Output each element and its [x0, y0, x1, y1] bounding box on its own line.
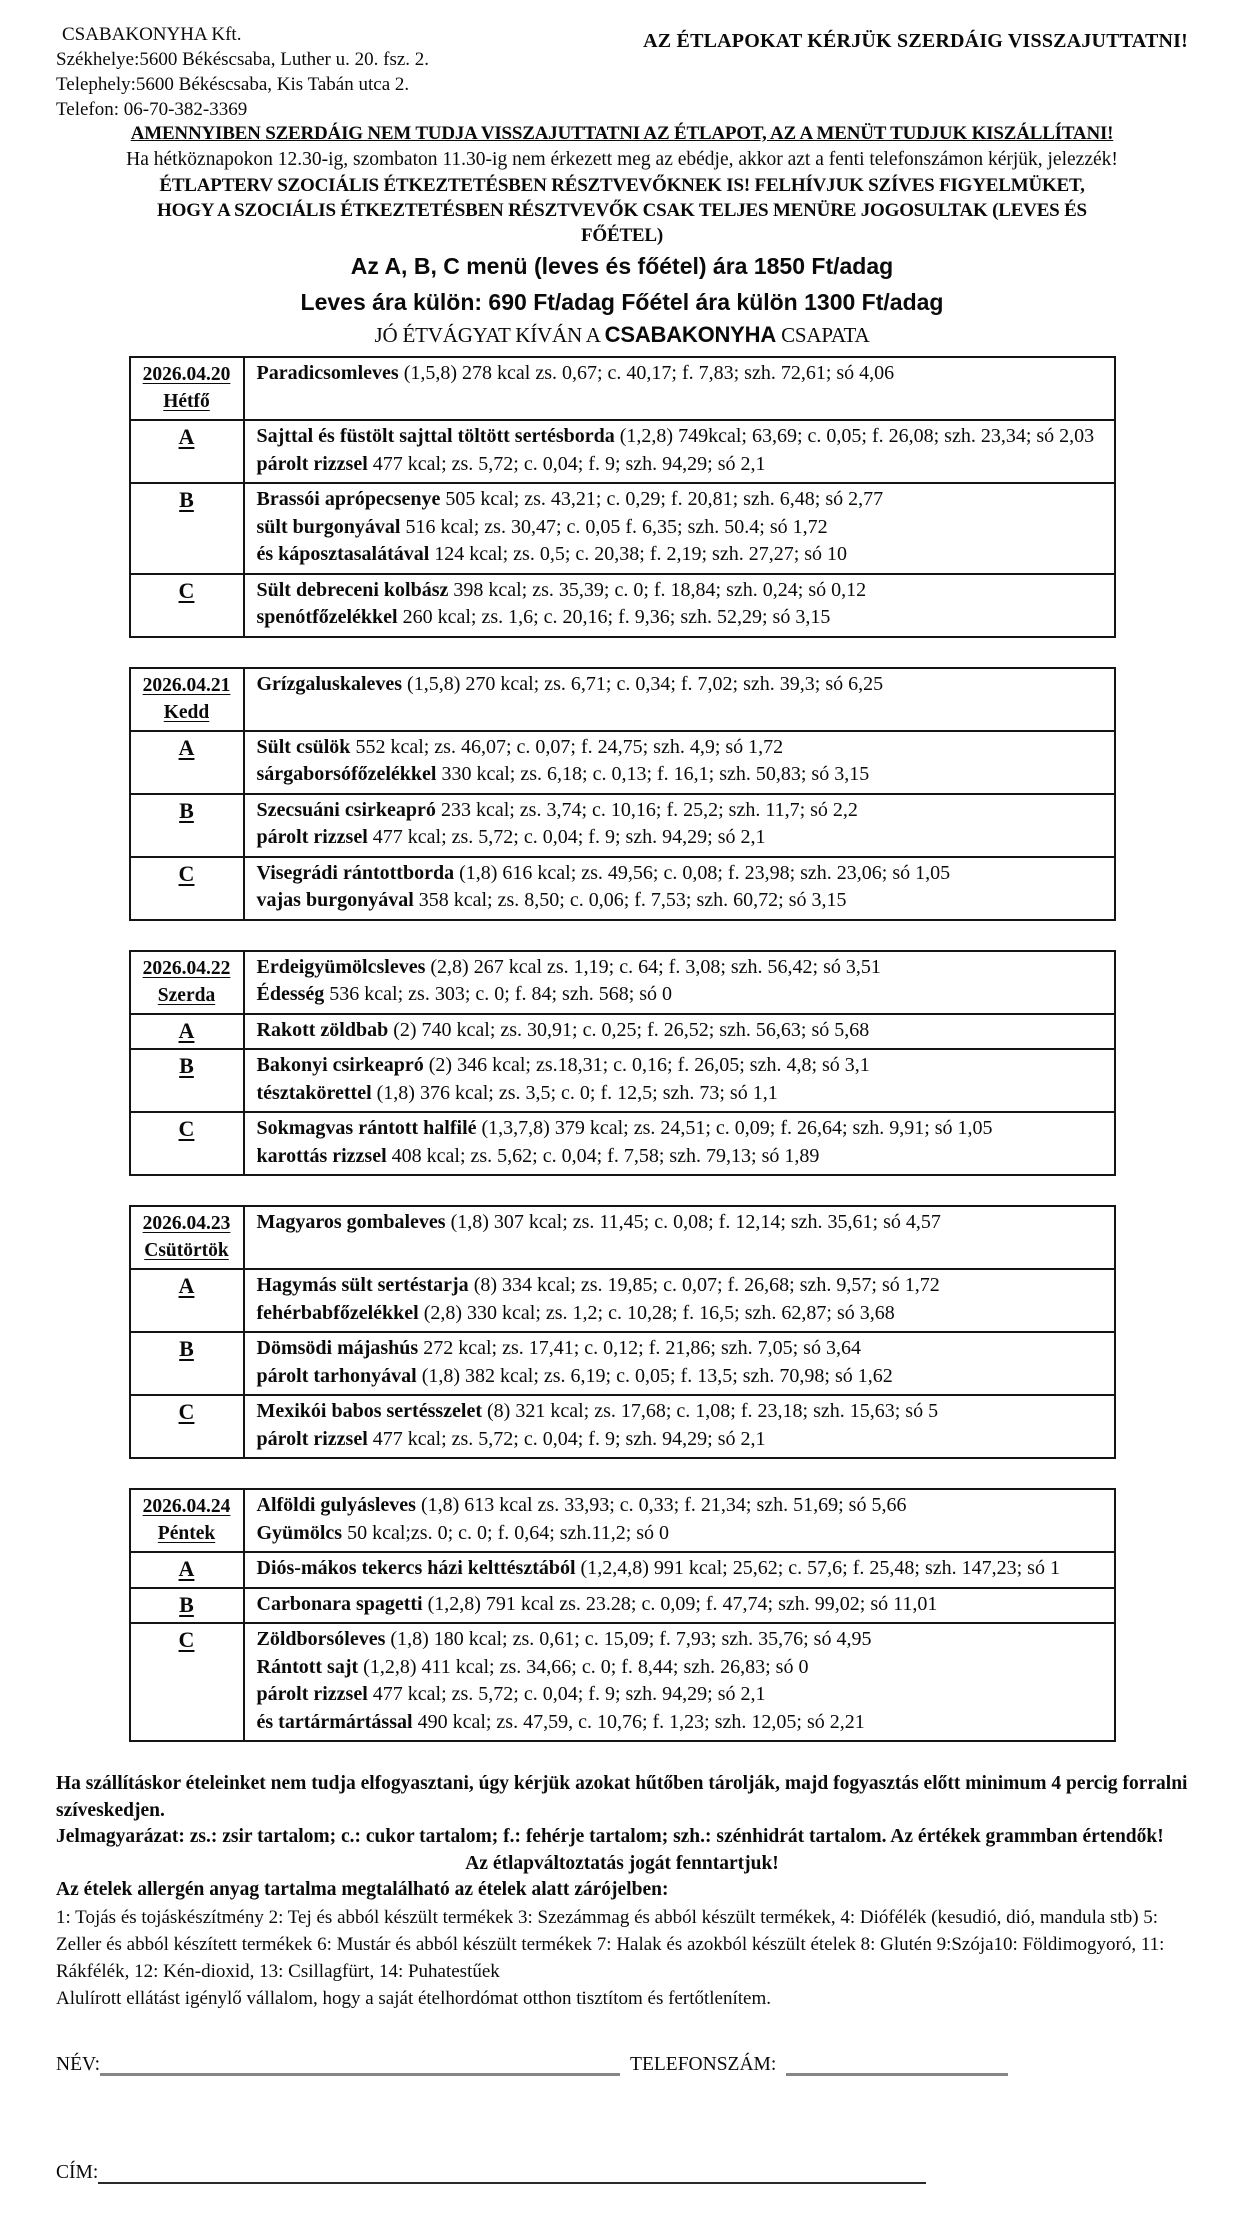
dish-line: [257, 671, 1106, 699]
dish-line: [257, 1555, 1106, 1583]
dish-cell: [244, 1269, 1115, 1332]
menu-letter-cell: [130, 574, 244, 637]
dish-cell: [244, 1395, 1115, 1458]
menu-letter-cell: [130, 1269, 244, 1332]
menu-option-row: [130, 420, 1115, 483]
dish-nutrition: 50 kcal;zs. 0; c. 0; f. 0,64; szh.11,2; só 0: [342, 1521, 670, 1544]
dish-name: Szecsuáni csirkeapró: [256, 798, 436, 821]
dish-line: [257, 860, 1106, 888]
dish-cell: [244, 857, 1115, 920]
dish-line: [257, 1363, 1106, 1391]
menu-letter-cell: [130, 731, 244, 794]
dish-name: Paradicsomleves: [256, 362, 399, 384]
dish-nutrition: (2) 740 kcal; zs. 30,91; c. 0,25; f. 26,52; szh. 56,63; só 5,68: [388, 1018, 870, 1041]
dish-cell: [244, 794, 1115, 857]
address-field[interactable]: [98, 2164, 926, 2184]
menu-option-row: [130, 731, 1115, 794]
deadline-notice: AMENNYIBEN SZERDÁIG NEM TUDJA VISSZAJUTTATNI AZ ÉTLAPOT, AZ A MENÜT TUDJUK KISZÁLLÍTANI!: [130, 123, 1114, 144]
day-menu-table: [129, 667, 1116, 921]
social-notice-line-1: ÉTLAPTERV SZOCIÁLIS ÉTKEZTETÉSBEN RÉSZTVEVŐKNEK IS! FELHÍVJUK SZÍVES FIGYELMÜKET,: [159, 175, 1085, 196]
menu-letter-cell: [130, 1332, 244, 1395]
dish-line: [257, 1681, 1106, 1709]
menu-letter: B: [179, 1591, 194, 1617]
menu-option-row: [130, 574, 1115, 637]
menu-letter-cell: [130, 1552, 244, 1588]
menu-option-row: [130, 1112, 1115, 1175]
day-menu-table: [129, 1205, 1116, 1459]
menu-letter: B: [179, 1053, 194, 1078]
date-label: 2026.04.22: [142, 957, 231, 979]
dish-nutrition: 477 kcal; zs. 5,72; c. 0,04; f. 9; szh. 94,29; só 2,1: [367, 826, 766, 848]
menu-letter: C: [178, 1116, 195, 1141]
dish-line: [257, 1143, 1106, 1171]
dish-nutrition: (2) 346 kcal; zs.18,31; c. 0,16; f. 26,05; szh. 4,8; só 3,1: [423, 1054, 870, 1076]
menu-option-row: [130, 1332, 1115, 1395]
dish-line: [257, 451, 1106, 479]
menu-letter: A: [178, 1017, 195, 1043]
dish-nutrition: 505 kcal; zs. 43,21; c. 0,29; f. 20,81; szh. 6,48; só 2,77: [440, 488, 884, 510]
dish-line: [257, 1492, 1106, 1520]
declaration: Alulírott ellátást igénylő vállalom, hogy a saját ételhordómat otthon tisztítom és fertőtlenítem.: [56, 1987, 771, 2009]
dish-line: [257, 981, 1106, 1009]
allergen-list: 1: Tojás és tojáskészítmény 2: Tej és abból készült termékek 3: Szezámmag és abból készült termékek, 4: Diófélék (kesudió, dió, mandula stb) 5: Zeller és abból készített termékek 6: Mustár és abból készült termékek 7: Halak és azokból készült ételek 8: Glutén 9:Szója10: Földimogyoró, 11: Rákfélék, 12: Kén-dioxid, 13: Csillagfürt, 14: Puhatestűek: [56, 1906, 1165, 1982]
soup-cell: [244, 1206, 1115, 1269]
dish-nutrition: (1,2,4,8) 991 kcal; 25,62; c. 57,6; f. 25,48; szh. 147,23; só 1: [575, 1557, 1060, 1579]
name-phone-row: [56, 2054, 1188, 2076]
date-cell: [130, 1206, 244, 1269]
date-row: [130, 1489, 1115, 1552]
dish-line: [257, 423, 1106, 451]
dish-nutrition: 358 kcal; zs. 8,50; c. 0,06; f. 7,53; szh. 60,72; só 3,15: [413, 889, 847, 911]
dish-name: Rakott zöldbab: [256, 1018, 389, 1041]
dish-line: [257, 1654, 1106, 1682]
dish-cell: [244, 731, 1115, 794]
date-cell: [130, 951, 244, 1014]
menu-letter-cell: [130, 1588, 244, 1624]
dish-line: [257, 1709, 1106, 1737]
dish-name: spenótfőzelékkel: [256, 606, 398, 628]
dish-line: [257, 824, 1106, 852]
dish-nutrition: (8) 334 kcal; zs. 19,85; c. 0,07; f. 26,68; szh. 9,57; só 1,72: [468, 1274, 940, 1296]
menu-letter: B: [179, 1336, 194, 1361]
dish-line: [257, 486, 1106, 514]
dish-name: Erdeigyümölcsleves: [256, 955, 426, 978]
dish-name: tésztakörettel: [256, 1081, 372, 1104]
dish-line: [257, 1626, 1106, 1654]
dish-nutrition: 516 kcal; zs. 30,47; c. 0,05 f. 6,35; szh. 50.4; só 1,72: [400, 515, 828, 538]
dish-line: [257, 797, 1106, 825]
dish-nutrition: 260 kcal; zs. 1,6; c. 20,16; f. 9,36; szh. 52,29; só 3,15: [397, 606, 831, 628]
dish-name: Sajttal és füstölt sajttal töltött sertésborda: [256, 425, 615, 447]
separate-price-line: Leves ára külön: 690 Ft/adag Főétel ára külön 1300 Ft/adag: [300, 289, 944, 315]
dish-line: [257, 1272, 1106, 1300]
dish-cell: [244, 1049, 1115, 1112]
company-address-1: Székhelye:5600 Békéscsaba, Luther u. 20. fsz. 2.: [56, 49, 430, 70]
dish-nutrition: 477 kcal; zs. 5,72; c. 0,04; f. 9; szh. 94,29; só 2,1: [367, 452, 766, 475]
dish-nutrition: (1,5,8) 270 kcal; zs. 6,71; c. 0,34; f. 7,02; szh. 39,3; só 6,25: [402, 672, 884, 695]
menu-letter-cell: [130, 1112, 244, 1175]
dish-name: Magyaros gombaleves: [256, 1211, 446, 1233]
day-label: Kedd: [163, 701, 210, 723]
company-info: [56, 22, 429, 122]
dish-nutrition: (1,2,8) 791 kcal zs. 23.28; c. 0,09; f. 47,74; szh. 99,02; só 11,01: [422, 1592, 938, 1615]
company-name: CSABAKONYHA Kft.: [62, 24, 242, 45]
dish-name: Visegrádi rántottborda: [256, 861, 455, 884]
dish-nutrition: 398 kcal; zs. 35,39; c. 0; f. 18,84; szh. 0,24; só 0,12: [448, 578, 867, 601]
social-notice-line-3: FŐÉTEL): [580, 225, 663, 246]
storage-notice: Ha szállításkor ételeinket nem tudja elfogyasztani, úgy kérjük azokat hűtőben tárolják, majd fogyasztás előtt minimum 4 percig forralni szíveskedjen.: [56, 1773, 1188, 1821]
day-label: Szerda: [157, 984, 216, 1006]
date-cell-inner: [131, 1209, 243, 1264]
name-field[interactable]: [100, 2056, 620, 2076]
dish-line: [257, 1335, 1106, 1363]
menu-letter-cell: [130, 420, 244, 483]
date-label: 2026.04.21: [142, 674, 231, 696]
menu-letter-cell: [130, 1395, 244, 1458]
menu-letter: C: [178, 577, 195, 603]
menu-option-row: [130, 1552, 1115, 1588]
address-label: CÍM:: [56, 2161, 99, 2183]
dish-name: párolt tarhonyával: [256, 1364, 417, 1387]
dish-nutrition: (1,8) 613 kcal zs. 33,93; c. 0,33; f. 21,34; szh. 51,69; só 5,66: [415, 1494, 907, 1516]
dish-cell: [244, 1014, 1115, 1050]
day-menu-table: [129, 950, 1116, 1177]
dish-nutrition: 536 kcal; zs. 303; c. 0; f. 84; szh. 568; só 0: [324, 983, 673, 1005]
date-cell-inner: [131, 671, 243, 726]
date-row: [130, 668, 1115, 731]
dish-name: Sült csülök: [256, 735, 351, 758]
date-cell-inner: [131, 954, 243, 1009]
dish-line: [257, 577, 1106, 605]
dish-cell: [244, 1623, 1115, 1741]
dish-line: [257, 1398, 1106, 1426]
dish-name: Édesség: [256, 983, 325, 1005]
dish-cell: [244, 1588, 1115, 1624]
dish-line: [257, 734, 1106, 762]
date-cell-inner: [131, 360, 243, 415]
dish-line: [257, 1591, 1106, 1619]
dish-line: [257, 1426, 1106, 1454]
dish-name: Dömsödi májashús: [256, 1337, 419, 1359]
dish-line: [257, 604, 1106, 632]
dish-line: [257, 1017, 1106, 1045]
date-label: 2026.04.23: [142, 1213, 231, 1234]
dish-cell: [244, 483, 1115, 574]
dish-name: Diós-mákos tekercs házi kelttésztából: [256, 1557, 576, 1579]
menu-letter-cell: [130, 794, 244, 857]
date-cell: [130, 357, 244, 420]
dish-name: Carbonara spagetti: [256, 1592, 423, 1615]
dish-name: Hagymás sült sertéstarja: [256, 1274, 469, 1296]
dish-name: vajas burgonyával: [256, 889, 414, 911]
allergen-intro: Az ételek allergén anyag tartalma megtalálható az ételek alatt zárójelben:: [56, 1879, 669, 1900]
dish-name: karottás rizzsel: [256, 1144, 387, 1167]
date-row: [130, 1206, 1115, 1269]
dish-name: sült burgonyával: [256, 515, 401, 538]
dish-name: párolt rizzsel: [256, 452, 368, 475]
dish-name: Sült debreceni kolbász: [256, 578, 449, 601]
dish-name: Bakonyi csirkeapró: [256, 1054, 424, 1076]
dish-name: párolt rizzsel: [256, 1683, 368, 1705]
date-label: 2026.04.20: [142, 364, 231, 385]
document-header: [56, 22, 1188, 122]
soup-cell: [244, 1489, 1115, 1552]
company-phone: Telefon: 06-70-382-3369: [56, 99, 248, 120]
change-notice: Az étlapváltoztatás jogát fenntartjuk!: [465, 1852, 779, 1874]
menu-option-row: [130, 857, 1115, 920]
menu-letter: A: [178, 1273, 195, 1298]
dish-name: Brassói aprópecsenye: [256, 488, 441, 510]
dish-nutrition: 272 kcal; zs. 17,41; c. 0,12; f. 21,86; szh. 7,05; só 3,64: [418, 1337, 861, 1359]
soup-cell: [244, 357, 1115, 420]
dish-nutrition: 552 kcal; zs. 46,07; c. 0,07; f. 24,75; szh. 4,9; só 1,72: [350, 735, 784, 758]
dish-name: párolt rizzsel: [256, 1427, 368, 1450]
date-cell: [130, 1489, 244, 1552]
dish-nutrition: 233 kcal; zs. 3,74; c. 10,16; f. 25,2; szh. 11,7; só 2,2: [435, 798, 858, 821]
dish-name: Alföldi gulyásleves: [256, 1494, 416, 1516]
address-row: [56, 2162, 1188, 2184]
phone-label: TELEFONSZÁM:: [630, 2053, 777, 2075]
dish-line: [257, 1052, 1106, 1080]
dish-line: [257, 541, 1106, 569]
dish-name: párolt rizzsel: [256, 826, 368, 848]
document-footer: [56, 1771, 1188, 2012]
dish-name: fehérbabfőzelékkel: [256, 1301, 419, 1324]
return-notice: AZ ÉTLAPOKAT KÉRJÜK SZERDÁIG VISSZAJUTTATNI!: [643, 30, 1188, 52]
dish-line: [257, 360, 1106, 388]
date-cell-inner: [131, 1492, 243, 1547]
menu-option-row: [130, 1623, 1115, 1741]
dish-line: [257, 1115, 1106, 1143]
dish-nutrition: 408 kcal; zs. 5,62; c. 0,04; f. 7,58; szh. 79,13; só 1,89: [386, 1144, 820, 1167]
dish-line: [257, 1080, 1106, 1108]
dish-name: és tartármártással: [256, 1710, 413, 1733]
dish-nutrition: (2,8) 267 kcal zs. 1,19; c. 64; f. 3,08; szh. 56,42; só 3,51: [425, 955, 881, 978]
dish-name: Gyümölcs: [256, 1521, 343, 1544]
dish-line: [257, 514, 1106, 542]
menu-letter-cell: [130, 1014, 244, 1050]
day-label: Hétfő: [163, 391, 210, 412]
menu-letter: B: [179, 797, 194, 823]
menu-option-row: [130, 483, 1115, 574]
menu-option-row: [130, 1395, 1115, 1458]
dish-nutrition: (1,8) 376 kcal; zs. 3,5; c. 0; f. 12,5; szh. 73; só 1,1: [371, 1081, 778, 1104]
menu-letter: B: [179, 487, 194, 512]
menu-letter-cell: [130, 1623, 244, 1741]
menu-letter: C: [178, 860, 195, 886]
dish-nutrition: (1,3,7,8) 379 kcal; zs. 24,51; c. 0,09; f. 26,64; szh. 9,91; só 1,05: [476, 1117, 993, 1139]
soup-cell: [244, 668, 1115, 731]
menu-letter: C: [178, 1627, 195, 1652]
menu-option-row: [130, 1269, 1115, 1332]
dish-line: [257, 1209, 1106, 1237]
dish-nutrition: 477 kcal; zs. 5,72; c. 0,04; f. 9; szh. 94,29; só 2,1: [367, 1683, 766, 1705]
dish-line: [257, 1520, 1106, 1548]
dish-line: [257, 954, 1106, 982]
dish-nutrition: 490 kcal; zs. 47,59, c. 10,76; f. 1,23; szh. 12,05; só 2,21: [412, 1710, 865, 1733]
dish-name: Rántott sajt: [256, 1655, 359, 1678]
menu-option-row: [130, 1014, 1115, 1050]
dish-cell: [244, 1112, 1115, 1175]
dish-nutrition: (1,2,8) 749kcal; 63,69; c. 0,05; f. 26,08; szh. 23,34; só 2,03: [614, 425, 1095, 447]
dish-nutrition: (1,8) 616 kcal; zs. 49,56; c. 0,08; f. 23,98; szh. 23,06; só 1,05: [454, 861, 951, 884]
dish-name: Zöldborsóleves: [256, 1628, 386, 1650]
menu-option-row: [130, 794, 1115, 857]
dish-name: Sokmagvas rántott halfilé: [256, 1117, 477, 1139]
menu-tables: [129, 356, 1116, 1742]
date-label: 2026.04.24: [142, 1496, 231, 1517]
menu-option-row: [130, 1588, 1115, 1624]
company-address-2: Telephely:5600 Békéscsaba, Kis Tabán utca 2.: [56, 74, 410, 95]
date-cell: [130, 668, 244, 731]
menu-option-row: [130, 1049, 1115, 1112]
dish-cell: [244, 1552, 1115, 1588]
dish-name: sárgaborsófőzelékkel: [256, 763, 437, 785]
dish-nutrition: 477 kcal; zs. 5,72; c. 0,04; f. 9; szh. 94,29; só 2,1: [367, 1427, 766, 1450]
dish-nutrition: (1,8) 180 kcal; zs. 0,61; c. 15,09; f. 7,93; szh. 35,76; só 4,95: [385, 1628, 872, 1650]
dish-nutrition: (8) 321 kcal; zs. 17,68; c. 1,08; f. 23,18; szh. 15,63; só 5: [482, 1400, 939, 1422]
menu-letter: C: [178, 1399, 195, 1424]
dish-line: [257, 1300, 1106, 1328]
menu-letter-cell: [130, 483, 244, 574]
late-delivery-notice: Ha hétköznapokon 12.30-ig, szombaton 11.30-ig nem érkezett meg az ebédje, akkor azt a fenti telefonszámon kérjük, jelezzék!: [126, 149, 1118, 170]
dish-cell: [244, 420, 1115, 483]
date-row: [130, 357, 1115, 420]
greeting-line: JÓ ÉTVÁGYAT KÍVÁN A CSABAKONYHA CSAPATA: [374, 322, 870, 347]
day-menu-table: [129, 356, 1116, 638]
dish-cell: [244, 1332, 1115, 1395]
dish-nutrition: 330 kcal; zs. 6,18; c. 0,13; f. 16,1; szh. 50,83; só 3,15: [436, 763, 870, 785]
dish-nutrition: (1,5,8) 278 kcal zs. 0,67; c. 40,17; f. 7,83; szh. 72,61; só 4,06: [398, 362, 895, 384]
dish-line: [257, 887, 1106, 915]
name-label: NÉV:: [56, 2053, 101, 2075]
menu-letter: A: [178, 424, 195, 449]
dish-nutrition: (1,8) 307 kcal; zs. 11,45; c. 0,08; f. 12,14; szh. 35,61; só 4,57: [445, 1211, 941, 1233]
menu-letter: A: [178, 1556, 195, 1581]
day-menu-table: [129, 1488, 1116, 1742]
day-label: Csütörtök: [144, 1240, 229, 1261]
soup-cell: [244, 951, 1115, 1014]
phone-field[interactable]: [786, 2056, 1008, 2076]
dish-nutrition: 124 kcal; zs. 0,5; c. 20,38; f. 2,19; szh. 27,27; só 10: [429, 543, 848, 565]
dish-line: [257, 761, 1106, 789]
menu-letter-cell: [130, 857, 244, 920]
social-notice-line-2: HOGY A SZOCIÁLIS ÉTKEZTETÉSBEN RÉSZTVEVŐK CSAK TELJES MENÜRE JOGOSULTAK (LEVES ÉS: [157, 200, 1087, 221]
legend: Jelmagyarázat: zs.: zsir tartalom; c.: cukor tartalom; f.: fehérje tartalom; szh.: szénhidrát tartalom. Az értékek grammban értendők!: [56, 1826, 1164, 1847]
dish-nutrition: (1,2,8) 411 kcal; zs. 34,66; c. 0; f. 8,44; szh. 26,83; só 0: [358, 1655, 809, 1678]
dish-name: Mexikói babos sertésszelet: [256, 1400, 483, 1422]
date-row: [130, 951, 1115, 1014]
brand-name: CSABAKONYHA: [604, 322, 777, 347]
dish-nutrition: (1,8) 382 kcal; zs. 6,19; c. 0,05; f. 13,5; szh. 70,98; só 1,62: [416, 1364, 893, 1387]
day-label: Péntek: [157, 1523, 216, 1544]
menu-price-line: Az A, B, C menü (leves és főétel) ára 1850 Ft/adag: [350, 253, 894, 279]
dish-cell: [244, 574, 1115, 637]
dish-nutrition: (2,8) 330 kcal; zs. 1,2; c. 10,28; f. 16,5; szh. 62,87; só 3,68: [418, 1301, 895, 1324]
menu-letter: A: [178, 734, 195, 760]
dish-name: és káposztasalátával: [256, 543, 430, 565]
dish-name: Grízgaluskaleves: [256, 672, 403, 695]
menu-letter-cell: [130, 1049, 244, 1112]
